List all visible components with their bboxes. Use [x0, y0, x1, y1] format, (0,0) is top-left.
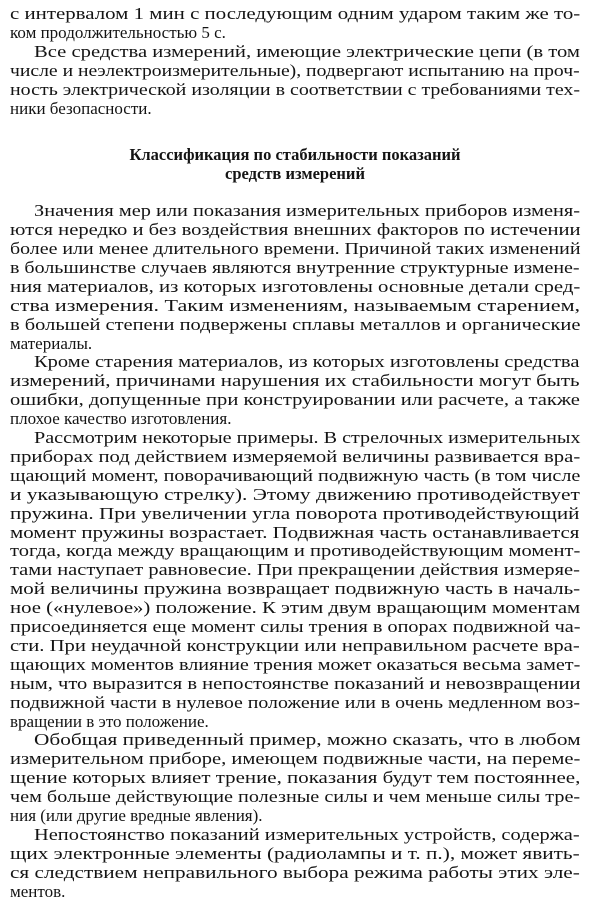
section-title: Классификация по стабильности показаний — [129, 145, 461, 165]
text-line: Значения мер или показания измерительных приборов изменя- — [34, 201, 581, 221]
text-line: измерений, причинами нарушения их стабильности могут быть — [10, 371, 580, 391]
text-line: в большинстве случаев являются внутренние структурные измене- — [10, 257, 580, 277]
text-line: ются нередко и без воздействия внешних факторов по истечении — [10, 220, 581, 240]
text-line: мой величины пружина возвращает подвижную часть в началь- — [10, 579, 581, 599]
text-line: приборах под действием измеряемой величины развивается вра- — [10, 446, 581, 466]
text-line: сти. При неудачной конструкции или неправильном расчете вра- — [10, 635, 580, 655]
text-line: и указывающую стрелку). Этому движению противодействует — [10, 484, 580, 504]
text-line: присоединяется еще момент силы трения в опорах подвижной ча- — [10, 617, 581, 636]
text-line: ники безопасности. — [10, 98, 152, 118]
text-line: щающий момент, поворачивающий подвижную часть (в том числе — [10, 465, 581, 485]
text-line: Обобщая приведенный пример, можно сказать, что в любом — [34, 730, 581, 750]
text-line: момент пружины возрастает. Подвижная часть останавливается — [10, 522, 580, 542]
text-line: ся следствием неправильного выбора режима работы этих эле- — [10, 862, 580, 882]
text-line: щающих моментов влияние трения может оказаться весьма замет- — [10, 654, 581, 674]
text-line: пружина. При увеличении угла поворота противодействующий — [10, 503, 580, 523]
text-line: тогда, когда между вращающим и противодействующим момент- — [10, 541, 581, 561]
section-title: средств измерений — [225, 164, 365, 184]
text-line: Кроме старения материалов, из которых изготовлены средства — [34, 352, 580, 372]
text-line: плохое качество изготовления. — [10, 409, 232, 429]
text-line: Непостоянство показаний измерительных устройств, содержа- — [34, 824, 580, 844]
text-line: щение которых влияет трение, показания будут тем постояннее, — [10, 768, 581, 788]
text-line: ошибки, допущенные при конструировании или расчете, а также — [10, 390, 580, 410]
text-line: Все средства измерений, имеющие электрические цепи (в том — [34, 41, 580, 61]
text-line: числе и неэлектроизмерительные), подвергают испытанию на проч- — [10, 60, 580, 80]
text-line: тами наступает равновесие. При прекращении действия измеряе- — [10, 560, 580, 580]
text-line: в большей степени подвержены сплавы металлов и органические — [10, 314, 581, 334]
text-line: ком продолжительностью 5 с. — [10, 22, 226, 42]
text-line: чем больше действующие полезные силы и чем меньше силы тре- — [10, 787, 581, 807]
text-line: ния (или другие вредные явления). — [10, 806, 263, 825]
text-line: с интервалом 1 мин с последующим одним ударом таким же то- — [10, 4, 581, 23]
text-line: измерительном приборе, имеющем подвижные части, на переме- — [10, 749, 581, 769]
text-line: ментов. — [10, 881, 66, 901]
text-line: материалы. — [10, 333, 93, 353]
text-line: ния материалов, из которых изготовлены основные детали сред- — [10, 276, 581, 296]
text-line: щих электронные элементы (радиолампы и т. п.), может явить- — [10, 843, 580, 863]
text-line: ное («нулевое») положение. К этим двум вращающим моментам — [10, 598, 581, 618]
text-line: ным, что выразится в непостоянстве показаний и невозвращении — [10, 673, 581, 693]
text-line: Рассмотрим некоторые примеры. В стрелочных измерительных — [34, 428, 581, 447]
text-line: ства измерения. Таким изменениям, называемым старением, — [10, 295, 581, 315]
text-line: подвижной части в нулевое положение или в очень медленном воз- — [10, 692, 580, 712]
text-line: ность электрической изоляции в соответствии с требованиями тех- — [10, 79, 581, 99]
text-line: вращении в это положение. — [10, 711, 209, 731]
text-line: более или менее длительного времени. Причиной таких изменений — [10, 239, 581, 258]
